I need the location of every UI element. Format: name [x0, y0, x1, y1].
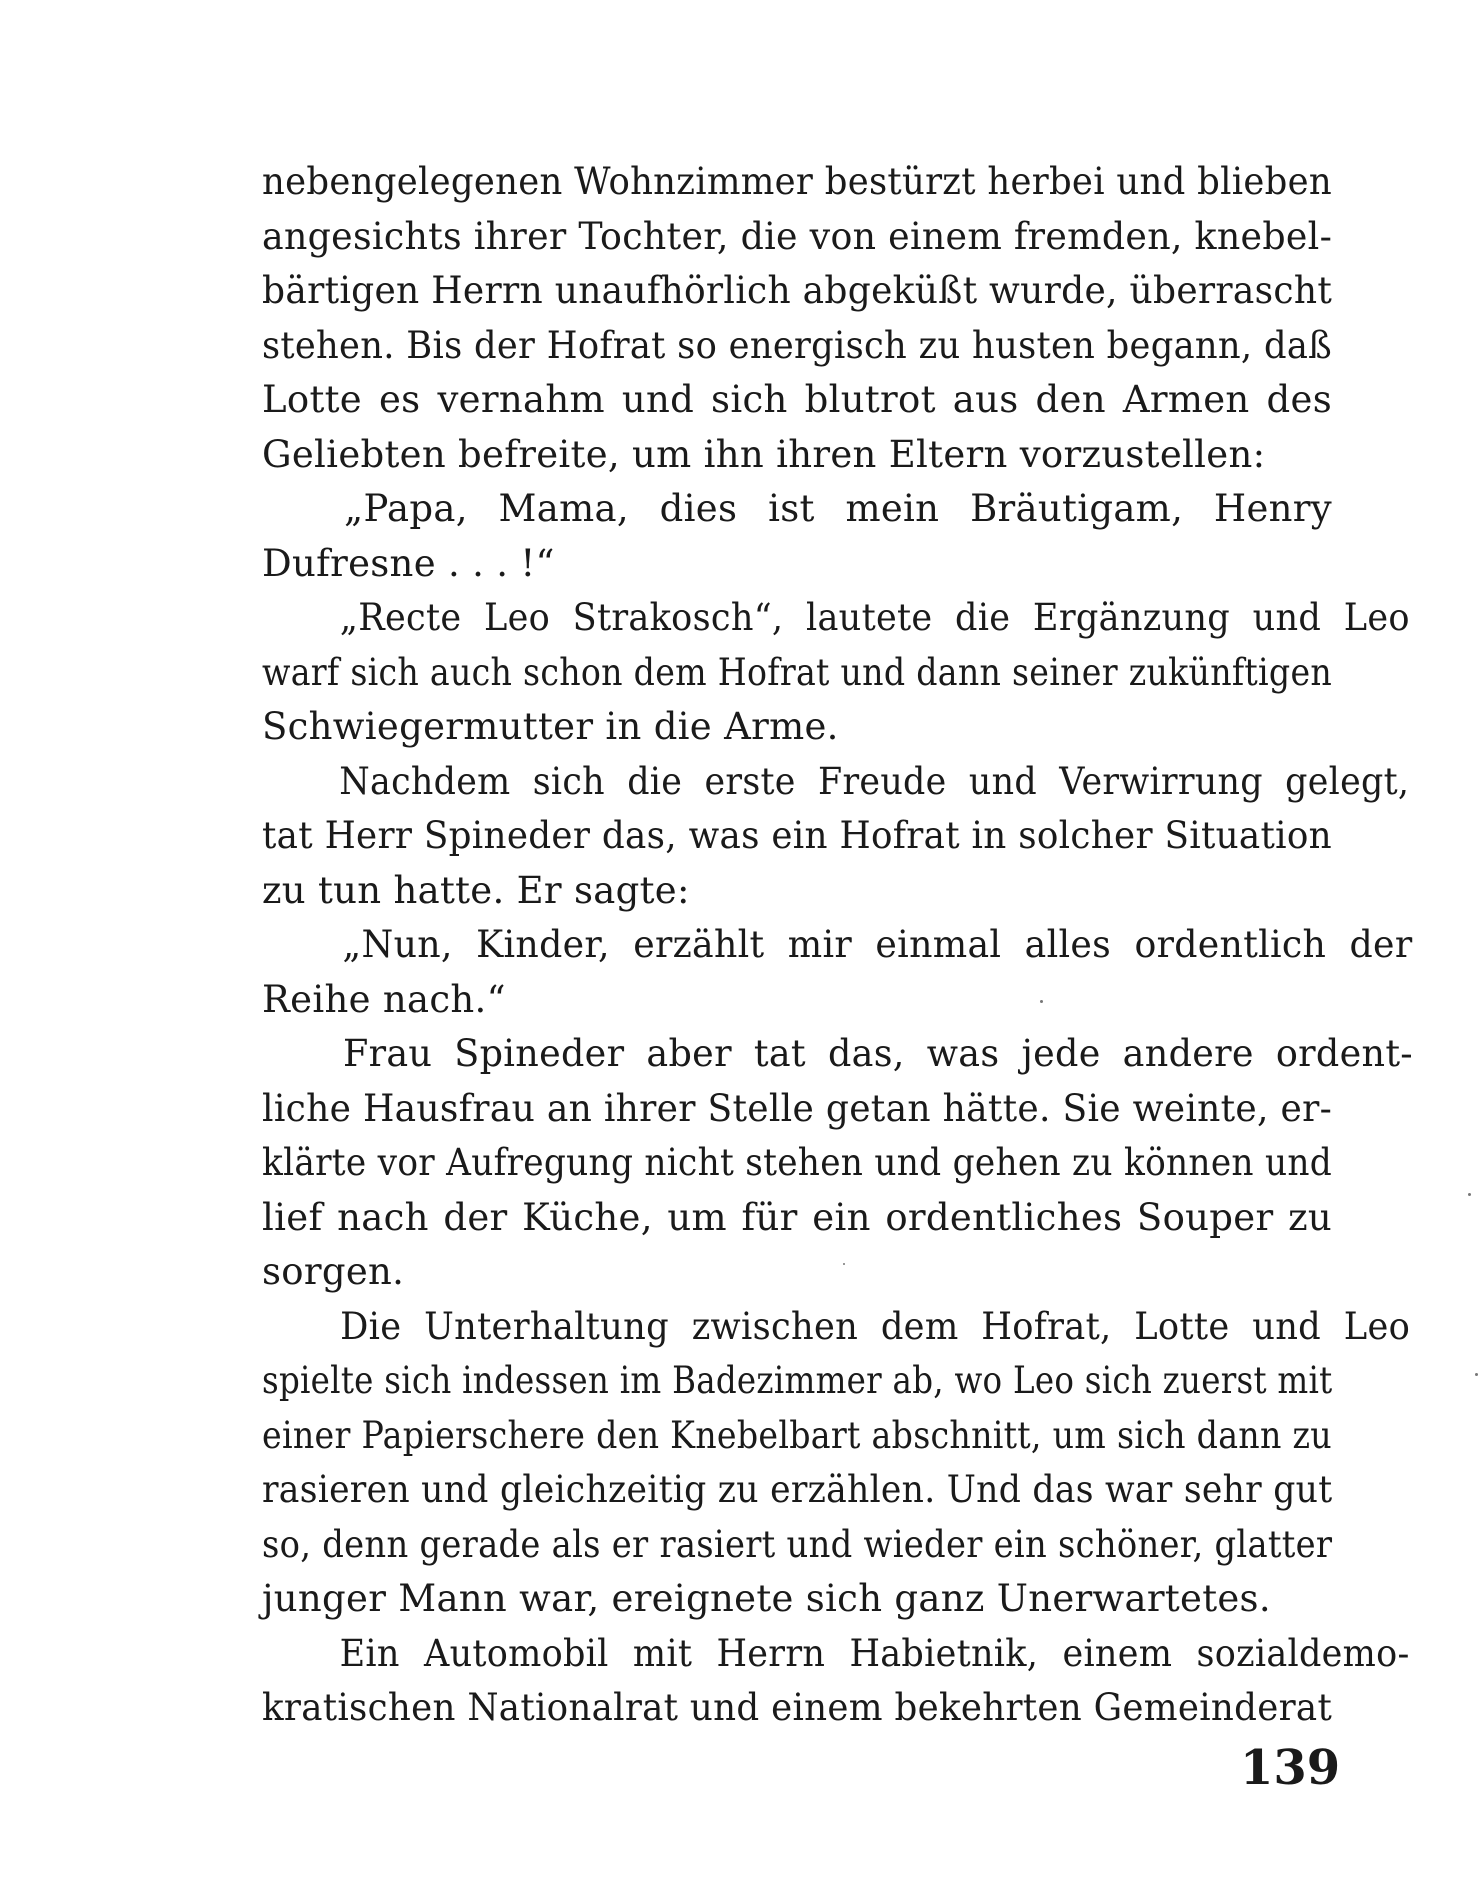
text-line: lief nach der Küche, um für ein ordentliches Souper zu — [262, 1195, 1332, 1239]
text-line: bärtigen Herrn unaufhörlich abgeküßt wurde, überrascht — [262, 269, 1333, 312]
text-line: „Recte Leo Strakosch“, lautete die Ergänzung und Leo — [339, 596, 1410, 639]
text-line: nebengelegenen Wohnzimmer bestürzt herbei und blieben — [262, 160, 1332, 203]
text-line: „Papa, Mama, dies ist mein Bräutigam, Henry — [344, 487, 1332, 530]
text-line: Die Unterhaltung zwischen dem Hofrat, Lotte und Leo — [340, 1304, 1411, 1348]
text-line: Reihe nach.“ — [262, 977, 506, 1021]
text-line: Nachdem sich die erste Freude und Verwirrung gelegt, — [339, 759, 1410, 803]
text-line: sorgen. — [262, 1250, 405, 1293]
text-line: Schwiegermutter in die Arme. — [262, 705, 839, 748]
paper-speck — [1040, 1000, 1043, 1003]
text-line: „Nun, Kinder, erzählt mir einmal alles ordentlich der — [342, 923, 1413, 966]
text-line: Dufresne . . . !“ — [262, 541, 555, 585]
text-line: junger Mann war, ereignete sich ganz Unerwartetes. — [262, 1577, 1271, 1620]
text-line: einer Papierschere den Knebelbart abschnitt, um sich dann zu — [262, 1413, 1332, 1457]
text-line: angesichts ihrer Tochter, die von einem fremden, knebel- — [262, 214, 1333, 258]
text-line: Lotte es vernahm und sich blutrot aus den Armen des — [262, 378, 1332, 421]
text-line: zu tun hatte. Er sagte: — [262, 868, 690, 912]
text-line: kratischen Nationalrat und einem bekehrten Gemeinderat — [262, 1686, 1333, 1729]
paper-speck — [1468, 1193, 1471, 1196]
text-line: tat Herr Spineder das, was ein Hofrat in solcher Situation — [262, 814, 1332, 857]
text-line: spielte sich indessen im Badezimmer ab, wo Leo sich zuerst mit — [262, 1359, 1333, 1402]
text-line: liche Hausfrau an ihrer Stelle getan hätte. Sie weinte, er- — [262, 1086, 1333, 1130]
text-line: so, denn gerade als er rasiert und wieder ein schöner, glatter — [262, 1522, 1333, 1566]
text-line: warf sich auch schon dem Hofrat und dann seiner zukünftigen — [262, 650, 1333, 694]
page-number: 139 — [1240, 1740, 1341, 1796]
paper-speck — [843, 1263, 845, 1265]
text-line: stehen. Bis der Hofrat so energisch zu husten begann, daß — [262, 323, 1333, 367]
text-line: klärte vor Aufregung nicht stehen und gehen zu können und — [262, 1141, 1333, 1184]
text-line: rasieren und gleichzeitig zu erzählen. Und das war sehr gut — [262, 1468, 1333, 1511]
body-text — [262, 155, 1413, 1736]
text-line: Ein Automobil mit Herrn Habietnik, einem sozialdemo- — [339, 1631, 1410, 1675]
text-line: Geliebten befreite, um ihn ihren Eltern vorzustellen: — [262, 432, 1266, 476]
text-line: Frau Spineder aber tat das, was jede andere ordent- — [342, 1032, 1413, 1075]
